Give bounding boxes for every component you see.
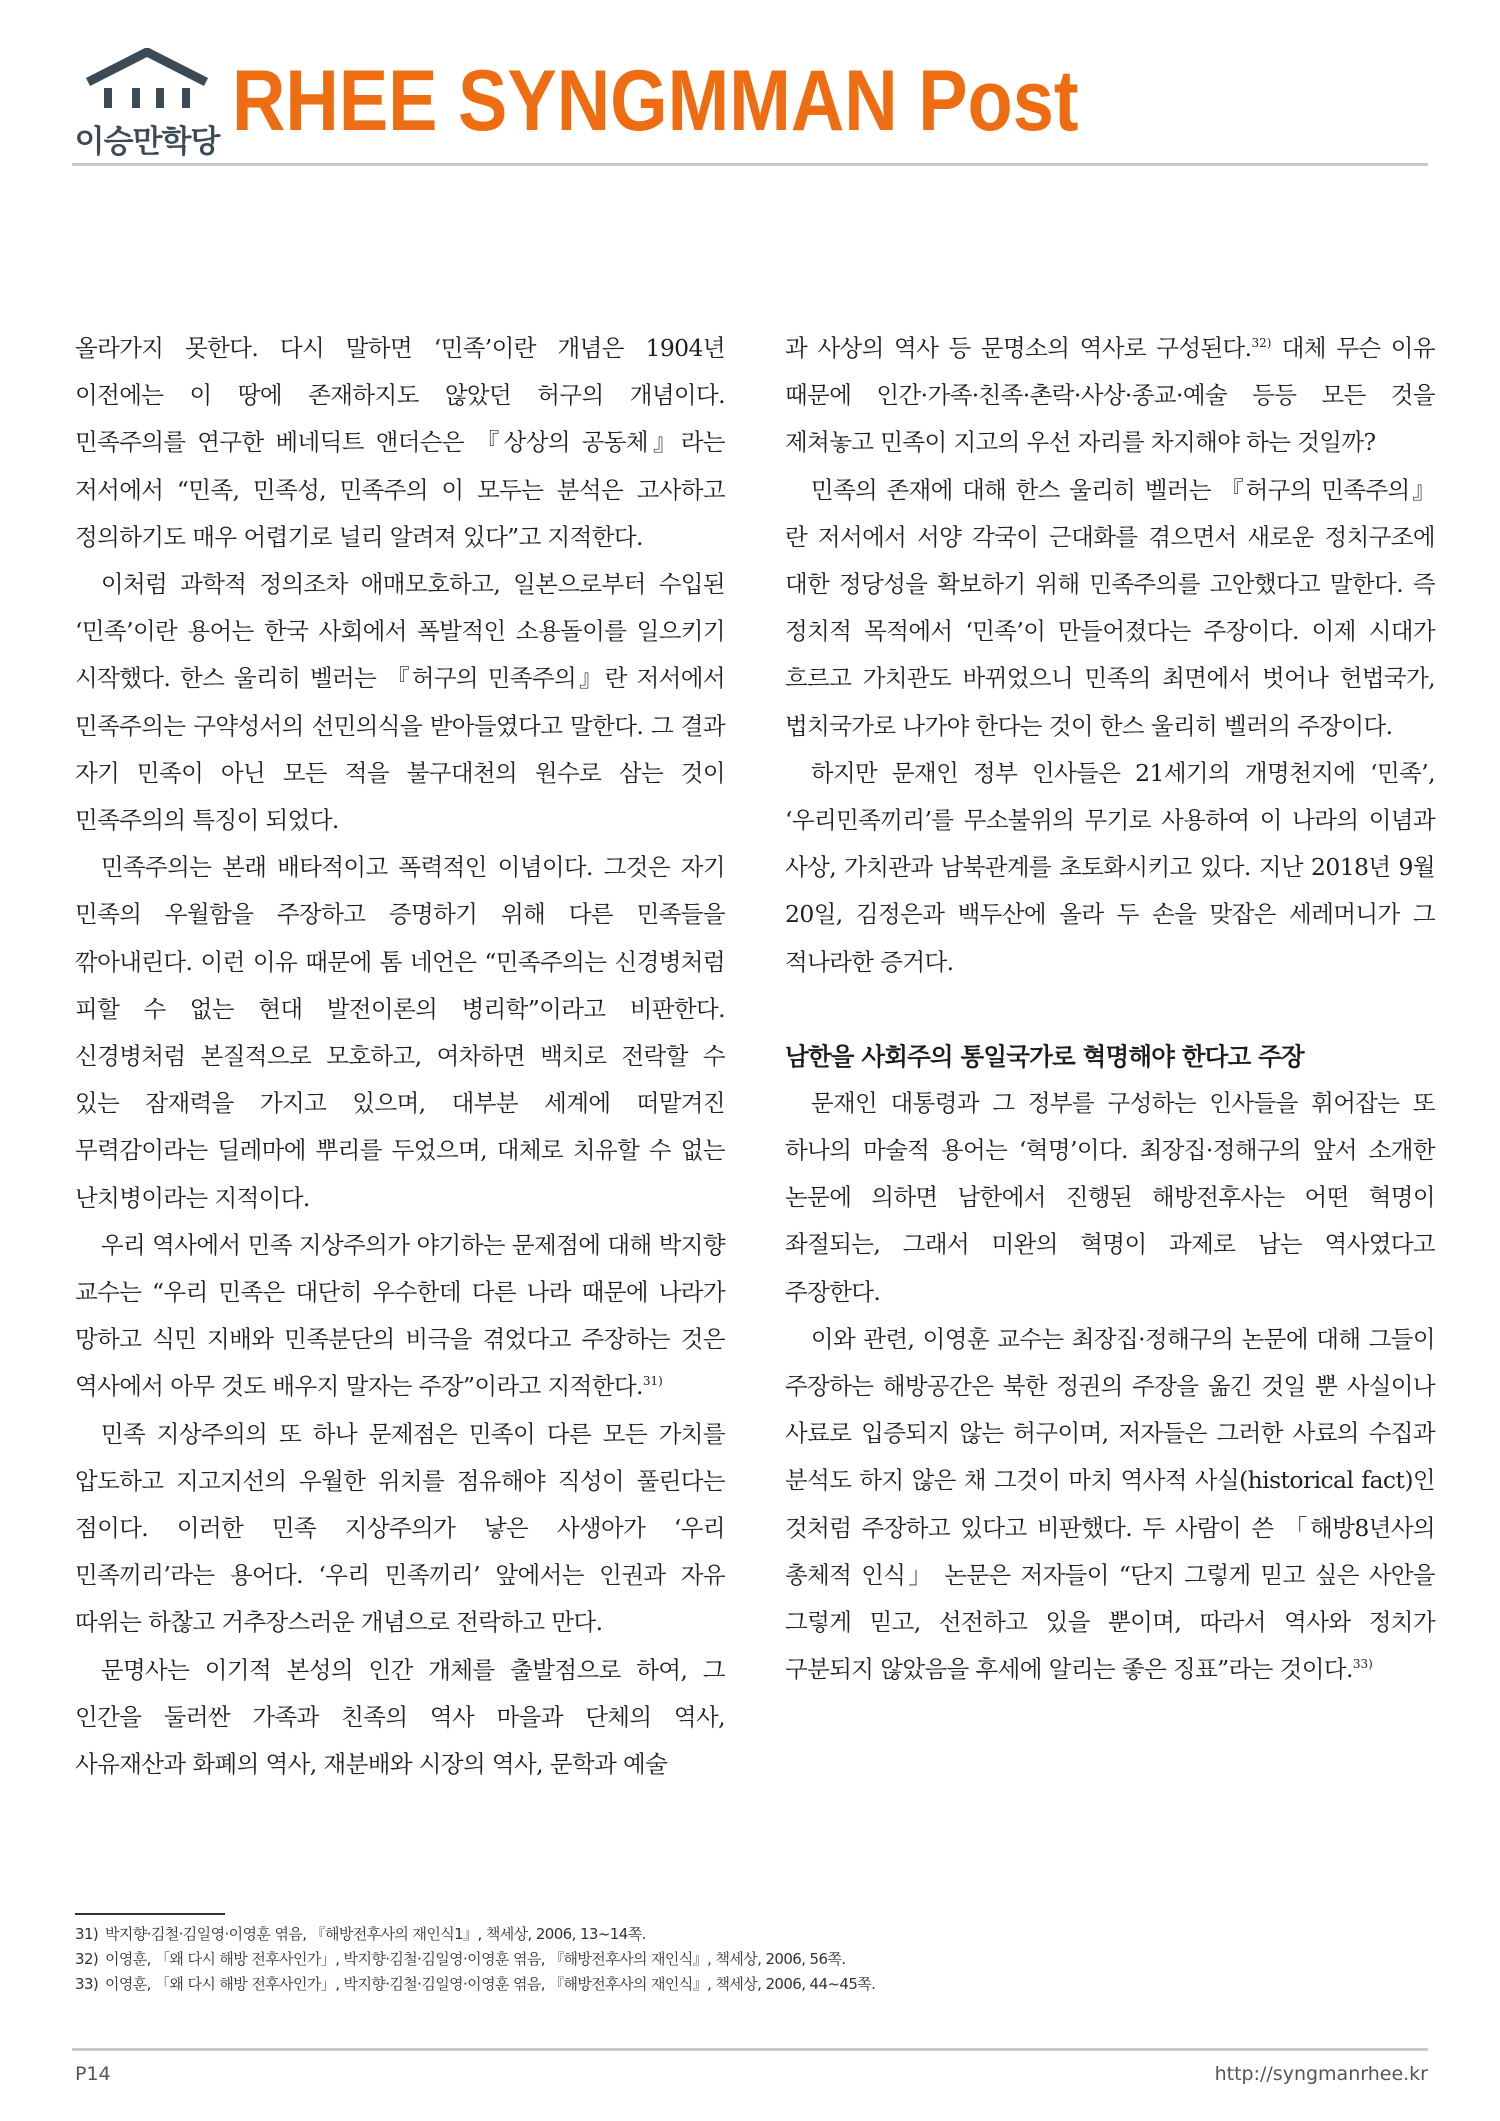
- paragraph: 하지만 문재인 정부 인사들은 21세기의 개명천지에 ‘민족’, ‘우리민족끼리’를 무소불위의 무기로 사용하여 이 나라의 이념과 사상, 가치관과 남북관계를 초토화시키고 있다. 지난 2018년 9월 20일, 김정은과 백두산에 올라 두 손을 맞잡은 세레머니가 그 적나라한 증거다.: [785, 758, 1435, 976]
- paragraph: [785, 1316, 1435, 1694]
- footnote-text: 박지향·김철·김일영·이영훈 엮음, 『해방전후사의 재인식1』, 책세상, 2006, 13~14쪽.: [105, 1925, 646, 1943]
- paragraph: 민족의 존재에 대해 한스 울리히 벨러는 『허구의 민족주의』란 저서에서 서양 각국이 근대화를 겪으면서 새로운 정치구조에 대한 정당성을 확보하기 위해 민족주의를 고안했다고 말한다. 즉 정치적 목적에서 ‘민족’이 만들어졌다는 주장이다. 이제 시대가 흐르고 가치관도 바뀌었으니 민족의 최면에서 벗어나 헌법국가, 법치국가로 나가야 한다는 것이 한스 울리히 벨러의 주장이다.: [785, 475, 1435, 740]
- section-heading: 남한을 사회주의 통일국가로 혁명해야 한다고 주장: [785, 1041, 1304, 1071]
- paragraph-text: 대체 무슨 이유 때문에 인간·가족·친족·촌락·사상·종교·예술 등등 모든 것을 제쳐놓고 민족이 지고의 우선 자리를 차지해야 하는 것일까?: [785, 334, 1435, 457]
- paragraph: 이처럼 과학적 정의조차 애매모호하고, 일본으로부터 수입된 ‘민족’이란 용어는 한국 사회에서 폭발적인 소용돌이를 일으키기 시작했다. 한스 울리히 벨러는 『허구의 민족주의』란 저서에서 민족주의는 구약성서의 선민의식을 받아들였다고 말한다. 그 결과 자기 민족이 아닌 모든 적을 불구대천의 원수로 삼는 것이 민족주의의 특징이 되었다.: [75, 570, 725, 835]
- footnote-divider: [75, 1913, 225, 1915]
- footnote-reference[interactable]: 31): [642, 1374, 663, 1389]
- header-divider: [72, 163, 1428, 166]
- paragraph: 올라가지 못한다. 다시 말하면 ‘민족’이란 개념은 1904년 이전에는 이 땅에 존재하지도 않았던 허구의 개념이다. 민족주의를 연구한 베네딕트 앤더슨은 『상상의 공동체』라는 저서에서 “민족, 민족성, 민족주의 이 모두는 분석은 고사하고 정의하기도 매우 어렵기로 널리 알려져 있다”고 지적한다.: [75, 334, 725, 551]
- footer-divider: [72, 2048, 1428, 2051]
- footnote-text: 이영훈, 「왜 다시 해방 전후사인가」, 박지향·김철·김일영·이영훈 엮음, 『해방전후사의 재인식』, 책세상, 2006, 44~45쪽.: [105, 1975, 876, 1993]
- paragraph: [75, 1222, 725, 1411]
- paragraph: 문명사는 이기적 본성의 인간 개체를 출발점으로 하여, 그 인간을 둘러싼 가족과 친족의 역사 마을과 단체의 역사, 사유재산과 화폐의 역사, 재분배와 시장의 역사, 문학과 예술: [75, 1655, 725, 1779]
- footnotes: [75, 1922, 1425, 1997]
- page-number: P14: [75, 2063, 111, 2085]
- syngmanrhee-school-logo[interactable]: [72, 48, 222, 160]
- paragraph-text: 이와 관련, 이영훈 교수는 최장집·정해구의 논문에 대해 그들이 주장하는 해방공간은 북한 정권의 주장을 옮긴 것일 뿐 사실이나 사료로 입증되지 않는 허구이며, 저자들은 그러한 사료의 수집과 분석도 하지 않은 채 그것이 마치 역사적 사실(historical fact)인 것처럼 주장하고 있다고 비판했다. 두 사람이 쓴 「해방8년사의 총체적 인식」 논문은 저자들이 “단지 그렇게 믿고 싶은 사안을 그렇게 믿고, 선전하고 있을 뿐이며, 따라서 역사와 정치가 구분되지 않았음을 후세에 알리는 좋은 징표”라는 것이다.: [785, 1324, 1435, 1684]
- paragraph: 문재인 대통령과 그 정부를 구성하는 인사들을 휘어잡는 또 하나의 마술적 용어는 ‘혁명’이다. 최장집·정해구의 앞서 소개한 논문에 의하면 남한에서 진행된 해방전후사는 어떤 혁명이 좌절되는, 그래서 미완의 혁명이 과제로 남는 역사였다고 주장한다.: [785, 1088, 1435, 1306]
- section-spacer: [785, 986, 1435, 1033]
- website-link[interactable]: http://syngmanrhee.kr: [1214, 2063, 1428, 2085]
- footnote-reference[interactable]: 33): [1352, 1657, 1373, 1672]
- article-column-right: [785, 325, 1435, 1693]
- footnote-number: 33): [75, 1975, 99, 1993]
- house-icon: [80, 48, 214, 114]
- footnote-item: [75, 1947, 1425, 1972]
- paragraph-text: 우리 역사에서 민족 지상주의가 야기하는 문제점에 대해 박지향 교수는 “우리 민족은 대단히 우수한데 다른 나라 때문에 나라가 망하고 식민 지배와 민족분단의 비극을 겪었다고 주장하는 것은 역사에서 아무 것도 배우지 말자는 주장”이라고 지적한다.: [75, 1230, 725, 1401]
- page-header: [72, 48, 1428, 166]
- footnote-number: 32): [75, 1950, 99, 1968]
- paragraph: 민족 지상주의의 또 하나 문제점은 민족이 다른 모든 가치를 압도하고 지고지선의 우월한 위치를 점유해야 직성이 풀린다는 점이다. 이러한 민족 지상주의가 낳은 사생아가 ‘우리 민족끼리’라는 용어다. ‘우리 민족끼리’ 앞에서는 인권과 자유 따위는 하찮고 거추장스러운 개념으로 전락하고 만다.: [75, 1419, 725, 1637]
- article-column-left: [75, 325, 725, 1788]
- paragraph-text: 과 사상의 역사 등 문명소의 역사로 구성된다.: [785, 334, 1252, 362]
- paragraph: [785, 325, 1435, 467]
- footnote-number: 31): [75, 1925, 99, 1943]
- logo-text: 이승만학당: [74, 124, 220, 160]
- paragraph: 민족주의는 본래 배타적이고 폭력적인 이념이다. 그것은 자기 민족의 우월함을 주장하고 증명하기 위해 다른 민족들을 깎아내린다. 이런 이유 때문에 톰 네언은 “민족주의는 신경병처럼 피할 수 없는 현대 발전이론의 병리학”이라고 비판한다. 신경병처럼 본질적으로 모호하고, 여차하면 백치로 전락할 수 있는 잠재력을 가지고 있으며, 대부분 세계에 떠맡겨진 무력감이라는 딜레마에 뿌리를 두었으며, 대체로 치유할 수 없는 난치병이라는 지적이다.: [75, 853, 725, 1212]
- publication-title: RHEE SYNGMMAN Post: [232, 53, 1079, 149]
- footnote-item: [75, 1922, 1425, 1947]
- footnote-reference[interactable]: 32): [1251, 336, 1272, 351]
- footnote-text: 이영훈, 「왜 다시 해방 전후사인가」, 박지향·김철·김일영·이영훈 엮음, 『해방전후사의 재인식』, 책세상, 2006, 56쪽.: [105, 1950, 846, 1968]
- footnote-item: [75, 1972, 1425, 1997]
